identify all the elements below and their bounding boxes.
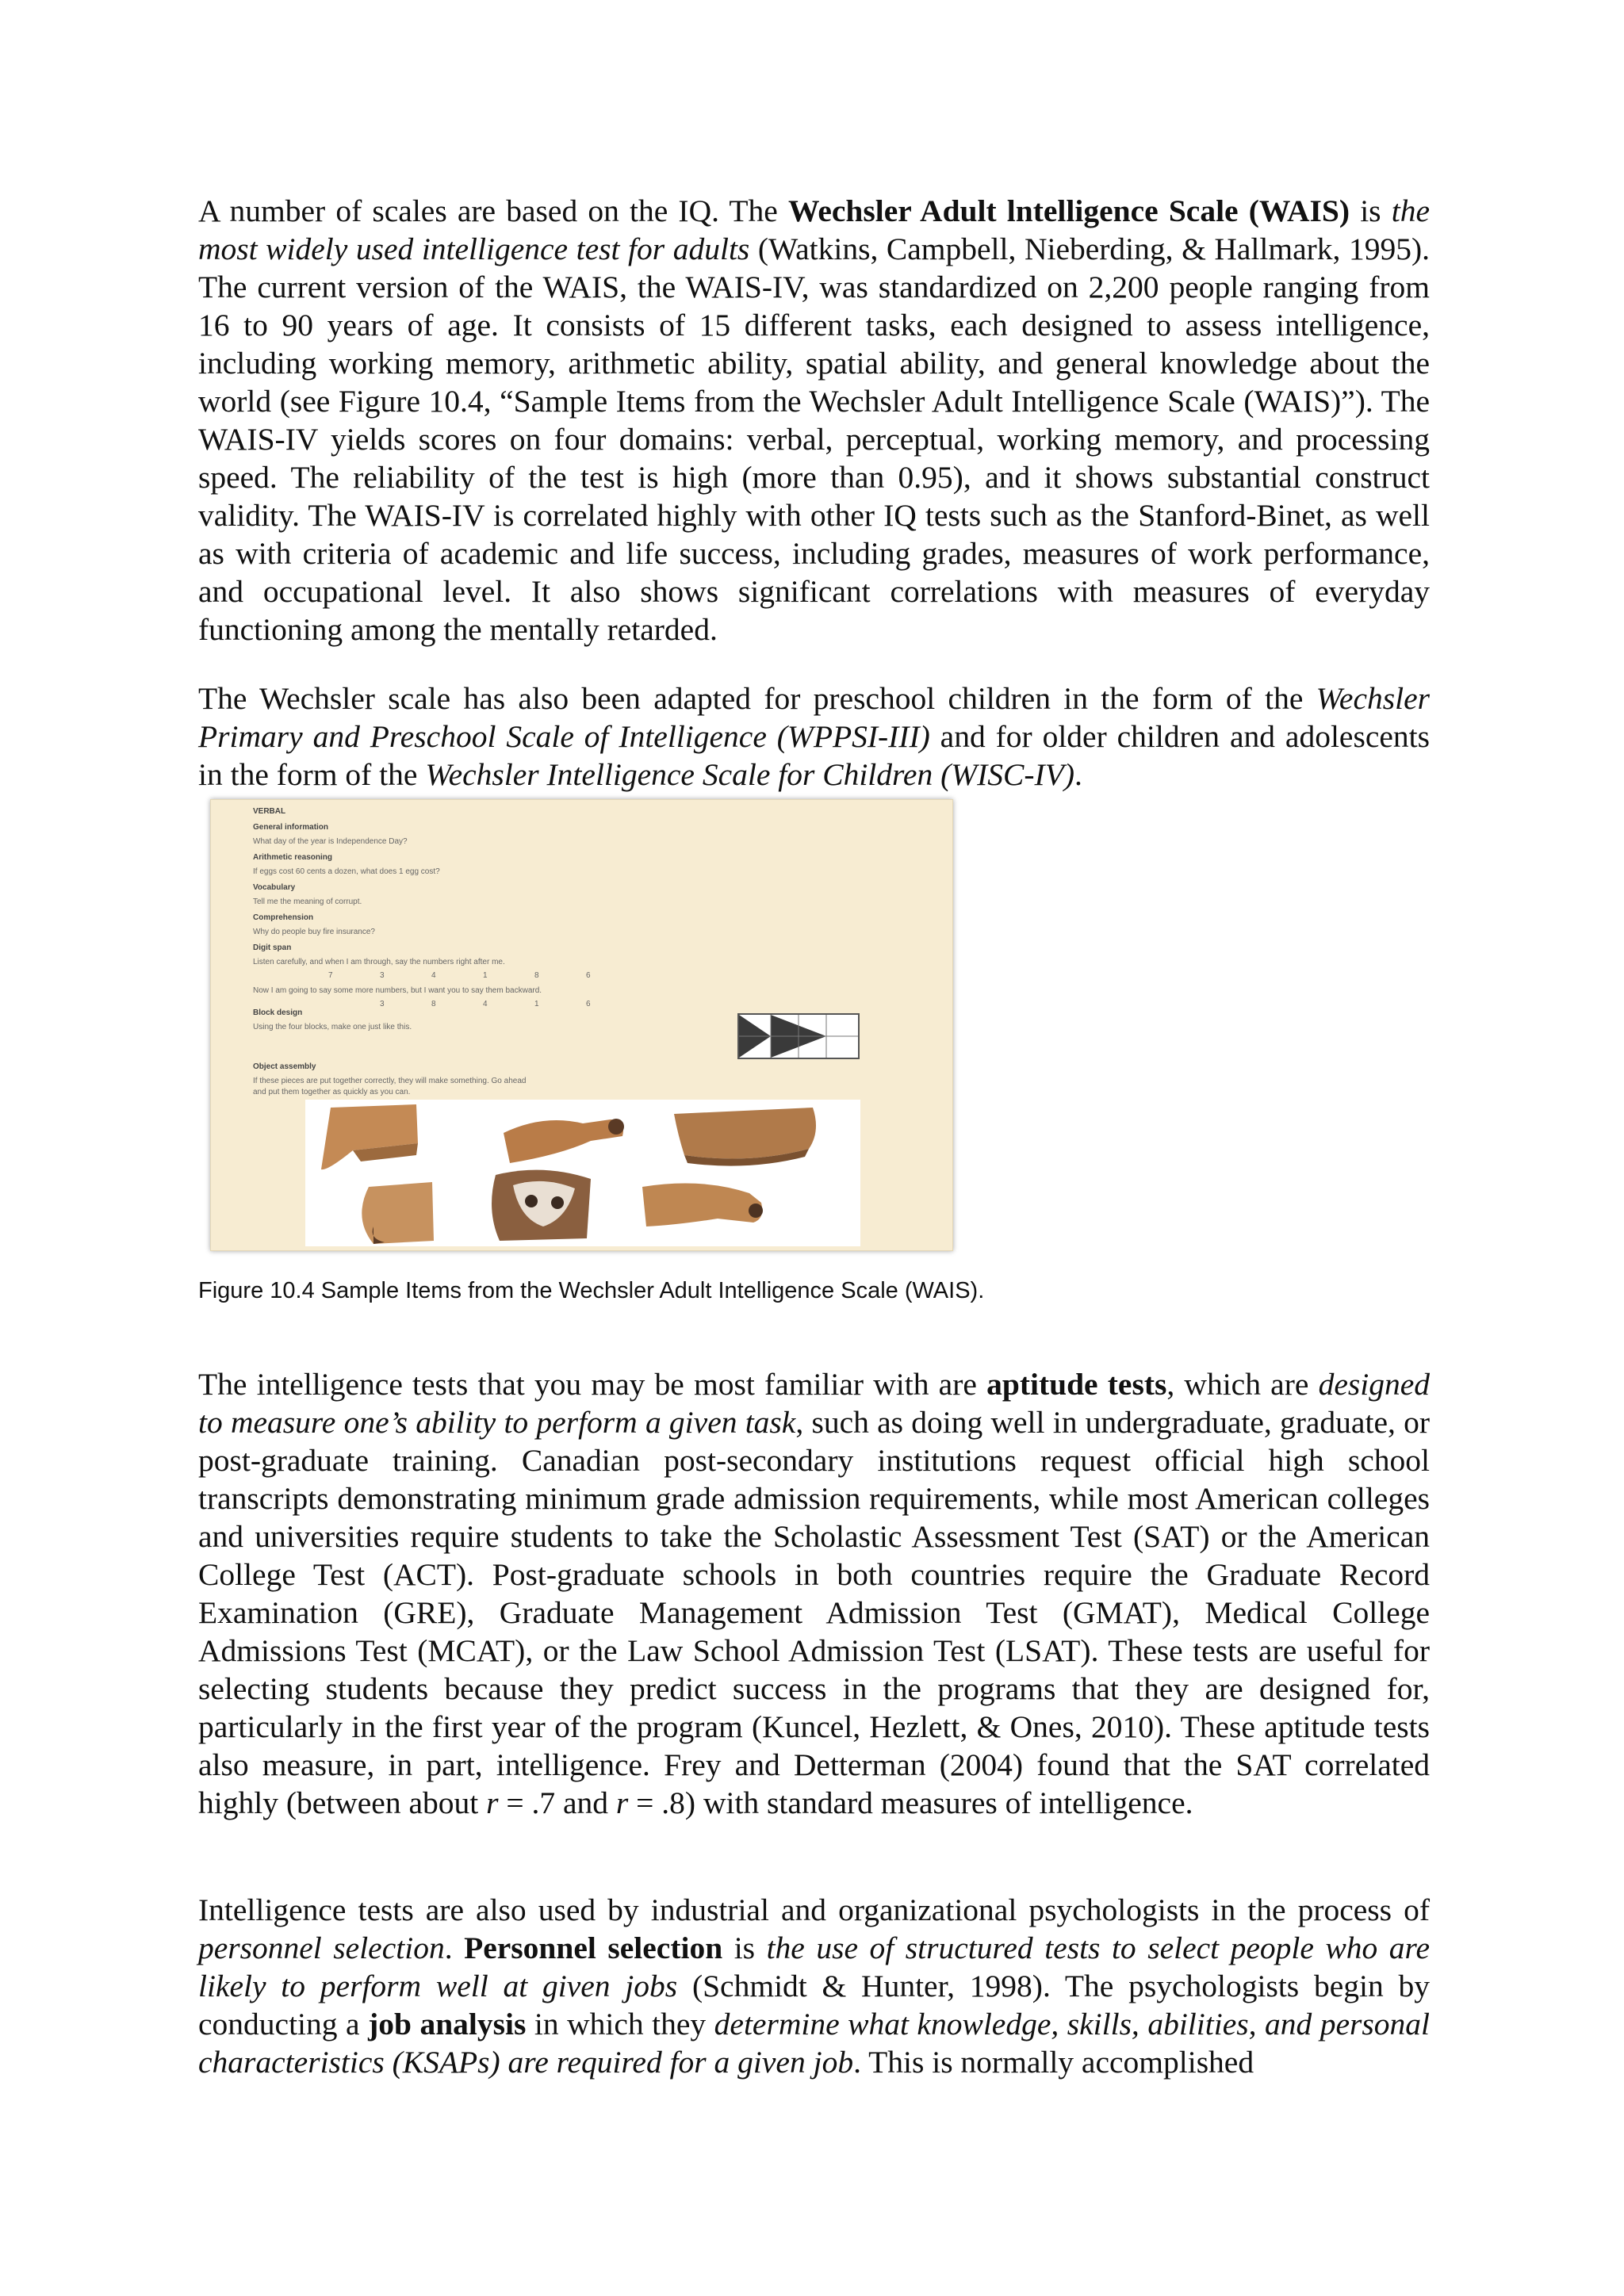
digit: 8 [431,1000,436,1008]
figure-question-block-design: Using the four blocks, make one just like this. [253,1023,412,1031]
term-aptitude-tests: aptitude tests [986,1367,1167,1402]
figure-heading-general: General information [253,823,329,832]
paragraph-wechsler-children: The Wechsler scale has also been adapted for preschool children in the form of the Wechsler Primary and Preschool Scale of Intelligence (WPPSI-III) and for older children and adolescents in the form of the Wechsler Intelligence Scale for Children (WISC-IV). [198,681,1430,792]
puzzle-piece-6 [642,1184,763,1227]
figure-question-digit-span: Listen carefully, and when I am through, say the numbers right after me. [253,958,505,966]
digit: 8 [534,971,539,980]
term-personnel-selection: Personnel selection [464,1931,723,1965]
figure-question-digit-backward: Now I am going to say some more numbers, but I want you to say them backward. [253,986,542,995]
figure-caption: Figure 10.4 Sample Items from the Wechsler Adult Intelligence Scale (WAIS). [198,1278,985,1303]
puzzle-piece-1 [321,1104,418,1169]
figure-question-comprehension: Why do people buy fire insurance? [253,928,375,936]
figure-heading-block-design: Block design [253,1008,303,1017]
term-job-analysis: job analysis [368,2007,527,2042]
puzzle-piece-4 [362,1182,434,1244]
digit: 4 [431,971,436,980]
term-wais: Wechsler Adult lntelligence Scale (WAIS) [788,193,1350,228]
figure-question-object-assembly: If these pieces are put together correctly, they will make something. Go ahead [253,1077,527,1085]
figure-heading-object-assembly: Object assembly [253,1062,316,1071]
puzzle-piece-2 [504,1119,624,1163]
paragraph-wais: A number of scales are based on the IQ. The Wechsler Adult lntelligence Scale (WAIS) is the most widely used intelligence test for adults (Watkins, Campbell, Nieberding, & Hallmark, 1995). The current version of the WAIS, the WAIS-IV, was standardized on 2,200 people ranging from 16 to 90 years of age. It consists of 15 different tasks, each designed to assess intelligence, including working memory, arithmetic ability, spatial ability, and general knowledge about the world (see Figure 10.4, “Sample Items from the Wechsler Adult Intelligence Scale (WAIS)”). The WAIS-IV yields scores on four domains: verbal, perceptual, working memory, and processing speed. The reliability of the test is high (more than 0.95), and it shows substantial construct validity. The WAIS-IV is correlated highly with other IQ tests such as the Stanford-Binet, as well as with criteria of academic and life success, including grades, measures of work performance, and occupational level. It also shows significant correlations with measures of everyday functioning among the mentally retarded. [198,193,1430,647]
object-assembly-pieces [305,1100,860,1246]
digit: 6 [586,1000,591,1008]
figure-question-object-assembly-2: and put them together as quickly as you can. [253,1088,411,1096]
digit: 7 [328,971,333,980]
paragraph-aptitude-tests: The intelligence tests that you may be most familiar with are aptitude tests, which are designed to measure one’s ability to perform a given task, such as doing well in undergraduate, graduate, or post-graduate training. Canadian post-secondary institutions request official high school transcripts demonstrating minimum grade admission requirements, while most American colleges and universities require students to take the Scholastic Assessment Test (SAT) or the American College Test (ACT). Post-graduate schools in both countries require the Graduate Record Examination (GRE), Graduate Management Admission Test (GMAT), Medical College Admissions Test (MCAT), or the Law School Admission Test (LSAT). These tests are useful for selecting students because they predict success in the programs that they are designed for, particularly in the first year of the program (Kuncel, Hezlett, & Ones, 2010). These aptitude tests also measure, in part, intelligence. Frey and Detterman (2004) found that the SAT correlated highly (between about r = .7 and r = .8) with standard measures of intelligence. [198,1367,1430,1820]
block-design-pattern [737,1013,860,1059]
figure-heading-verbal: VERBAL [253,807,286,816]
digit: 1 [534,1000,539,1008]
figure-heading-digit-span: Digit span [253,943,292,952]
figure-heading-comprehension: Comprehension [253,913,314,922]
digit: 4 [483,1000,488,1008]
digit: 1 [483,971,488,980]
figure-question-vocabulary: Tell me the meaning of corrupt. [253,897,362,906]
digit: 3 [380,1000,385,1008]
digit: 6 [586,971,591,980]
figure-question-arithmetic: If eggs cost 60 cents a dozen, what does 1 egg cost? [253,867,440,876]
puzzle-piece-5 [492,1170,591,1241]
figure-question-general: What day of the year is Independence Day? [253,837,408,846]
paragraph-personnel-selection: Intelligence tests are also used by industrial and organizational psychologists in the process of personnel selection. Personnel selection is the use of structured tests to select people who are likely to perform well at given jobs (Schmidt & Hunter, 1998). The psychologists begin by conducting a job analysis in which they determine what knowledge, skills, abilities, and personal characteristics (KSAPs) are required for a given job. This is normally accomplished [198,1892,1430,2080]
puzzle-piece-3 [674,1108,816,1166]
figure-heading-vocabulary: Vocabulary [253,883,296,892]
digit: 3 [380,971,385,980]
figure-heading-arithmetic: Arithmetic reasoning [253,853,333,862]
